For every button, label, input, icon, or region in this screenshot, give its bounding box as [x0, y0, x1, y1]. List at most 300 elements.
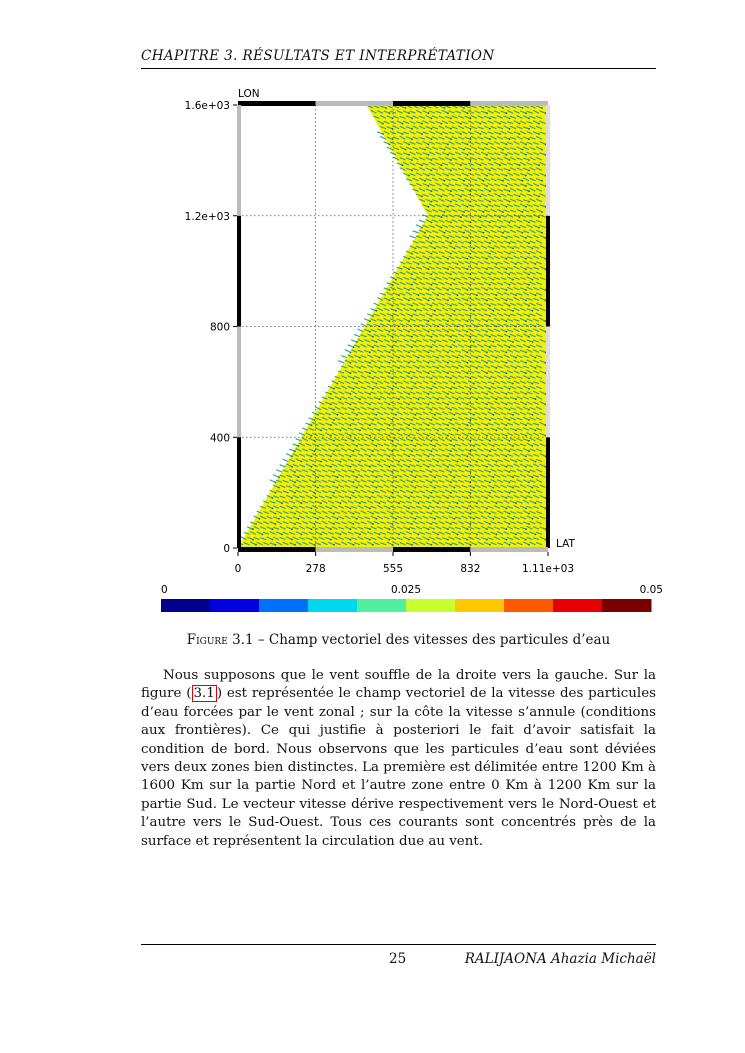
vector-head	[457, 398, 459, 400]
vector-head	[528, 482, 530, 484]
vector-head	[506, 258, 508, 260]
vector-head	[457, 502, 459, 504]
vector-head	[398, 534, 400, 536]
vector-head	[372, 523, 374, 525]
vector-head	[460, 227, 462, 229]
vector-head	[489, 284, 491, 286]
vector-head	[408, 456, 410, 458]
vector-head	[509, 284, 511, 286]
vector-head	[389, 320, 391, 322]
vector-head	[392, 346, 394, 348]
vector-head	[528, 138, 530, 140]
vector-head	[337, 414, 339, 416]
vector-head	[421, 123, 423, 125]
vector-head	[489, 242, 491, 244]
vector-head	[320, 430, 322, 432]
vector-head	[506, 206, 508, 208]
vector-head	[437, 398, 439, 400]
vector-head	[350, 352, 352, 354]
vector-head	[411, 440, 413, 442]
vector-head	[389, 331, 391, 333]
vector-head	[460, 123, 462, 125]
vector-head	[398, 502, 400, 504]
vector-head	[431, 159, 433, 161]
vector-head	[489, 440, 491, 442]
vector-head	[372, 388, 374, 390]
vector-head	[486, 362, 488, 364]
x-tick-label: 555	[382, 563, 404, 575]
vector-head	[506, 185, 508, 187]
vector-head	[528, 388, 530, 390]
vector-head	[447, 393, 449, 395]
vector-head	[398, 367, 400, 369]
vector-head	[525, 352, 527, 354]
vector-head	[502, 107, 504, 109]
vector-head	[353, 346, 355, 348]
vector-head	[506, 268, 508, 270]
vector-head	[476, 534, 478, 536]
vector-head	[372, 513, 374, 515]
vector-head	[522, 180, 524, 182]
vector-head	[515, 294, 517, 296]
vector-head	[483, 149, 485, 151]
vector-head	[493, 279, 495, 281]
vector-head	[353, 544, 355, 546]
vector-head	[311, 435, 313, 437]
vector-head	[314, 523, 316, 525]
vector-head	[528, 222, 530, 224]
vector-head	[476, 398, 478, 400]
vector-head	[434, 414, 436, 416]
vector-head	[541, 211, 543, 213]
vector-head	[525, 362, 527, 364]
vector-head	[538, 164, 540, 166]
vector-head	[483, 180, 485, 182]
vector-head	[431, 170, 433, 172]
vector-head	[272, 508, 274, 510]
vector-head	[486, 508, 488, 510]
vector-head	[541, 232, 543, 234]
vector-head	[434, 476, 436, 478]
vector-head	[298, 445, 300, 447]
vector-head	[450, 159, 452, 161]
vector-head	[450, 388, 452, 390]
vector-head	[454, 476, 456, 478]
vector-head	[369, 539, 371, 541]
vector-head	[486, 372, 488, 374]
vector-head	[493, 518, 495, 520]
vector-head	[441, 133, 443, 135]
vector-head	[431, 544, 433, 546]
vector-head	[509, 315, 511, 317]
vector-head	[272, 539, 274, 541]
vector-head	[509, 482, 511, 484]
vector-head	[528, 419, 530, 421]
vector-head	[447, 372, 449, 374]
vector-head	[408, 404, 410, 406]
figure-reference-link[interactable]: 3.1	[193, 686, 215, 702]
vector-head	[447, 300, 449, 302]
vector-head	[421, 133, 423, 135]
vector-head	[356, 518, 358, 520]
vector-head	[372, 471, 374, 473]
vector-head	[467, 206, 469, 208]
right-axis-bar-segment	[546, 216, 550, 327]
vector-head	[450, 242, 452, 244]
vector-head	[434, 279, 436, 281]
vector-head	[379, 357, 381, 359]
y-axis-label: LON	[238, 88, 260, 100]
vector-head	[532, 518, 534, 520]
vector-head	[499, 196, 501, 198]
vector-head	[470, 346, 472, 348]
caption-label: Figure 3.1	[186, 632, 254, 648]
vector-head	[389, 508, 391, 510]
vector-head	[402, 164, 404, 166]
vector-head	[369, 528, 371, 530]
vector-head	[369, 435, 371, 437]
vector-head	[301, 461, 303, 463]
colorbar-min-label: 0	[161, 584, 168, 596]
vector-head	[512, 445, 514, 447]
vector-head	[418, 461, 420, 463]
vector-head	[489, 471, 491, 473]
vector-head	[441, 164, 443, 166]
vector-head	[350, 508, 352, 510]
vector-head	[428, 372, 430, 374]
vector-head	[502, 211, 504, 213]
author-name: RALIJAONA Ahazia Michaël	[464, 951, 656, 967]
vector-head	[272, 497, 274, 499]
vector-head	[528, 450, 530, 452]
vector-head	[372, 336, 374, 338]
vector-head	[317, 487, 319, 489]
vector-head	[291, 456, 293, 458]
vector-head	[489, 159, 491, 161]
vector-head	[450, 482, 452, 484]
vector-head	[330, 393, 332, 395]
vector-head	[483, 107, 485, 109]
vector-head	[519, 133, 521, 135]
plot-area	[237, 105, 548, 548]
vector-head	[489, 201, 491, 203]
vector-head	[431, 471, 433, 473]
vector-head	[515, 502, 517, 504]
vector-head	[473, 414, 475, 416]
vector-head	[476, 502, 478, 504]
top-axis-bar-segment	[316, 101, 393, 106]
vector-head	[473, 341, 475, 343]
vector-head	[525, 144, 527, 146]
vector-head	[450, 170, 452, 172]
vector-head	[532, 279, 534, 281]
vector-head	[372, 378, 374, 380]
top-axis-bar-segment	[470, 101, 548, 106]
vector-head	[470, 159, 472, 161]
vector-head	[480, 133, 482, 135]
vector-head	[411, 346, 413, 348]
vector-head	[275, 523, 277, 525]
vector-head	[411, 315, 413, 317]
vector-head	[330, 508, 332, 510]
vector-head	[447, 237, 449, 239]
vector-head	[470, 450, 472, 452]
vector-head	[525, 331, 527, 333]
vector-head	[428, 320, 430, 322]
vector-head	[450, 305, 452, 307]
vector-head	[372, 492, 374, 494]
vector-head	[454, 487, 456, 489]
vector-head	[467, 497, 469, 499]
vector-head	[350, 539, 352, 541]
vector-head	[509, 523, 511, 525]
vector-head	[447, 206, 449, 208]
vector-head	[450, 346, 452, 348]
vector-head	[444, 107, 446, 109]
vector-head	[437, 357, 439, 359]
vector-head	[376, 445, 378, 447]
vector-head	[431, 284, 433, 286]
vector-head	[431, 305, 433, 307]
vector-head	[476, 263, 478, 265]
vector-head	[415, 476, 417, 478]
vector-head	[509, 242, 511, 244]
vector-head	[450, 544, 452, 546]
vector-head	[431, 253, 433, 255]
vector-head	[489, 388, 491, 390]
vector-head	[532, 383, 534, 385]
vector-head	[350, 435, 352, 437]
vector-head	[275, 482, 277, 484]
vector-head	[454, 279, 456, 281]
vector-head	[330, 497, 332, 499]
vector-head	[489, 274, 491, 276]
vector-head	[502, 149, 504, 151]
vector-head	[255, 544, 257, 546]
vector-head	[369, 352, 371, 354]
vector-head	[489, 523, 491, 525]
vector-head	[333, 450, 335, 452]
vector-head	[340, 398, 342, 400]
vector-head	[467, 320, 469, 322]
vector-head	[535, 502, 537, 504]
vector-head	[415, 445, 417, 447]
vector-head	[496, 502, 498, 504]
vector-head	[489, 482, 491, 484]
running-head: CHAPITRE 3. RÉSULTATS ET INTERPRÉTATION	[141, 48, 495, 64]
vector-head	[275, 544, 277, 546]
vector-head	[450, 523, 452, 525]
vector-head	[509, 513, 511, 515]
vector-head	[506, 456, 508, 458]
vector-head	[402, 123, 404, 125]
vector-head	[489, 409, 491, 411]
vector-head	[538, 133, 540, 135]
vector-head	[294, 523, 296, 525]
vector-head	[317, 476, 319, 478]
vector-head	[509, 440, 511, 442]
vector-head	[395, 279, 397, 281]
vector-head	[519, 227, 521, 229]
vector-head	[350, 456, 352, 458]
vector-head	[398, 398, 400, 400]
vector-head	[528, 253, 530, 255]
vector-head	[470, 419, 472, 421]
vector-head	[528, 513, 530, 515]
vector-head	[314, 471, 316, 473]
colorbar-segment	[210, 599, 260, 612]
vector-head	[457, 430, 459, 432]
vector-head	[480, 164, 482, 166]
vector-head	[467, 154, 469, 156]
vector-head	[369, 404, 371, 406]
vector-head	[467, 300, 469, 302]
vector-head	[431, 378, 433, 380]
vector-head	[411, 284, 413, 286]
vector-head	[278, 518, 280, 520]
vector-head	[512, 414, 514, 416]
vector-head	[431, 409, 433, 411]
vector-head	[489, 336, 491, 338]
vector-head	[467, 528, 469, 530]
vector-head	[496, 326, 498, 328]
vector-head	[470, 471, 472, 473]
vector-head	[379, 534, 381, 536]
vector-head	[499, 164, 501, 166]
vector-head	[359, 461, 361, 463]
vector-head	[509, 492, 511, 494]
vector-head	[441, 216, 443, 218]
vector-head	[470, 190, 472, 192]
y-tick-label: 400	[209, 432, 230, 445]
vector-head	[330, 404, 332, 406]
vector-head	[489, 346, 491, 348]
vector-head	[294, 471, 296, 473]
vector-head	[467, 331, 469, 333]
vector-head	[252, 539, 254, 541]
vector-head	[415, 487, 417, 489]
vector-head	[411, 128, 413, 130]
vector-head	[525, 456, 527, 458]
colorbar-segment	[455, 599, 505, 612]
vector-head	[460, 164, 462, 166]
vector-head	[467, 466, 469, 468]
vector-head	[535, 294, 537, 296]
vector-head	[372, 315, 374, 317]
vector-head	[428, 258, 430, 260]
vector-head	[389, 372, 391, 374]
vector-head	[337, 518, 339, 520]
vector-head	[431, 315, 433, 317]
vector-head	[447, 144, 449, 146]
vector-head	[454, 518, 456, 520]
vector-head	[408, 154, 410, 156]
vector-head	[528, 118, 530, 120]
vector-head	[408, 268, 410, 270]
paragraph-part2: ) est représentée le champ vectoriel de la vitesse des particules d’eau forcées par le vent zonal ; sur la côte la vitesse s’annule (conditions aux frontières). Ce qui justifie à posteriori le fait d’avoir satisfait la condition de bord. Nous observons que les particules d’eau sont déviées vers deux zones bien distinctes. La première est délimitée entre 1200 Km à 1600 Km sur la partie Nord et l’autre zone entre 0 Km à 1200 Km sur la partie Sud. Le vecteur vitesse dérive respectivement vers le Nord-Ouest et l’autre vers le Sud-Ouest. Tous ces courants sont concentrés près de la surface et représentent la circulation due au vent.	[141, 686, 657, 849]
vector-head	[437, 461, 439, 463]
vector-head	[408, 289, 410, 291]
vector-head	[457, 263, 459, 265]
vector-head	[512, 310, 514, 312]
vector-head	[538, 227, 540, 229]
vector-head	[473, 476, 475, 478]
vector-head	[294, 450, 296, 452]
vector-head	[509, 170, 511, 172]
vector-head	[421, 227, 423, 229]
vector-head	[470, 242, 472, 244]
vector-head	[431, 523, 433, 525]
vector-head	[291, 528, 293, 530]
y-axis-bar-segment	[237, 437, 241, 548]
vector-head	[392, 523, 394, 525]
vector-head	[509, 190, 511, 192]
figure-caption	[141, 632, 656, 648]
vector-head	[353, 440, 355, 442]
vector-head	[506, 237, 508, 239]
vector-head	[421, 196, 423, 198]
vector-head	[450, 315, 452, 317]
vector-head	[480, 216, 482, 218]
vector-head	[457, 534, 459, 536]
x-tick-label: 278	[305, 563, 326, 575]
vector-head	[467, 112, 469, 114]
vector-head	[473, 445, 475, 447]
colorbar-segment	[161, 599, 211, 612]
vector-head	[405, 107, 407, 109]
vector-head	[369, 372, 371, 374]
vector-head	[528, 170, 530, 172]
vector-head	[402, 133, 404, 135]
vector-head	[408, 372, 410, 374]
vector-head	[480, 123, 482, 125]
vector-head	[411, 388, 413, 390]
vector-head	[532, 341, 534, 343]
vector-head	[385, 107, 387, 109]
x-axis-bar-segment	[238, 547, 316, 552]
vector-head	[255, 523, 257, 525]
vector-head	[333, 471, 335, 473]
vector-head	[291, 539, 293, 541]
vector-head	[294, 513, 296, 515]
vector-head	[389, 497, 391, 499]
vector-head	[450, 336, 452, 338]
vector-head	[333, 492, 335, 494]
vector-head	[389, 466, 391, 468]
vector-head	[506, 289, 508, 291]
vector-head	[447, 497, 449, 499]
vector-head	[311, 466, 313, 468]
vector-head	[408, 508, 410, 510]
vector-head	[454, 341, 456, 343]
vector-head	[470, 138, 472, 140]
vector-head	[525, 372, 527, 374]
vector-head	[395, 445, 397, 447]
vector-head	[411, 409, 413, 411]
vector-head	[333, 523, 335, 525]
vector-head	[317, 414, 319, 416]
vector-head	[467, 424, 469, 426]
vector-head	[528, 336, 530, 338]
header-rule	[141, 68, 656, 69]
vector-head	[515, 430, 517, 432]
vector-head	[525, 300, 527, 302]
vector-head	[457, 294, 459, 296]
vector-head	[428, 185, 430, 187]
vector-head	[467, 393, 469, 395]
vector-head	[379, 367, 381, 369]
vector-head	[447, 539, 449, 541]
